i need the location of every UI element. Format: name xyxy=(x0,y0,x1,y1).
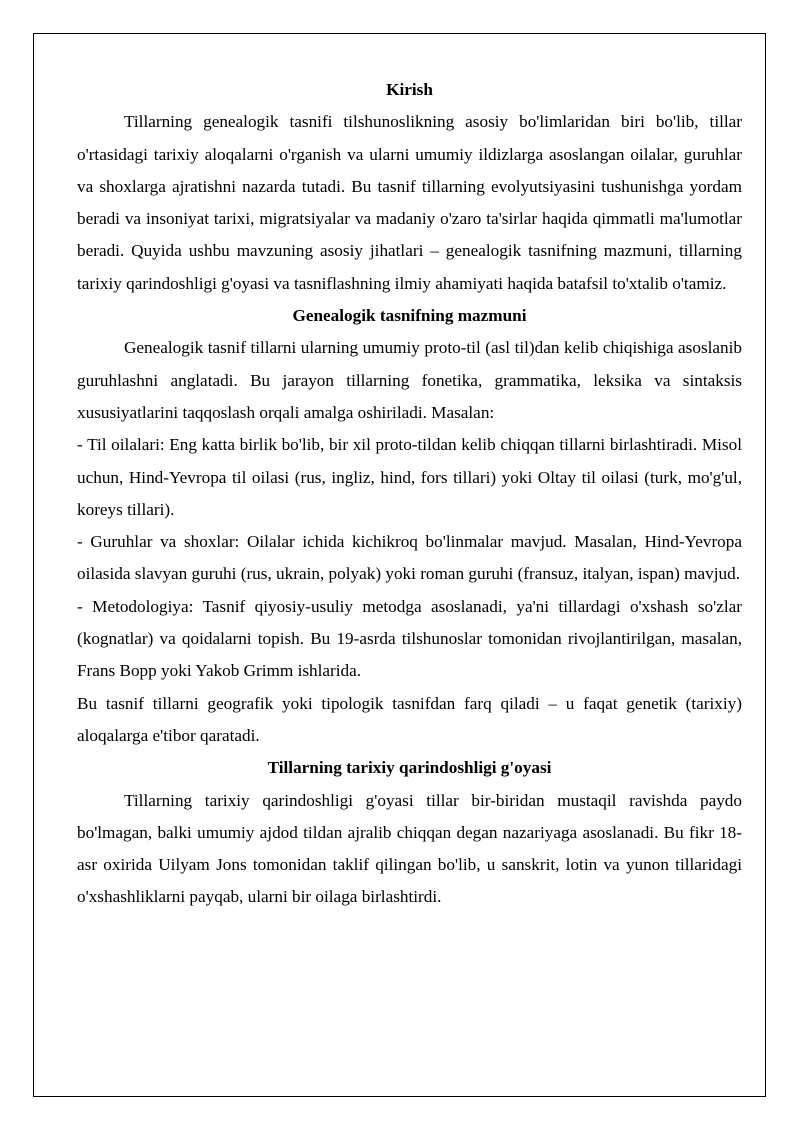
section-heading-genealogik-tasnif: Genealogik tasnifning mazmuni xyxy=(292,306,527,326)
document-body xyxy=(77,74,742,914)
intro-paragraph: Tillarning genealogik tasnifi tilshunoslikning asosiy bo'limlaridan biri bo'lib, tillar o'rtasidagi tarixiy aloqalarni o'rganish va ularni umumiy ildizlarga asoslangan oilalar, guruhlar va shoxlarga ajratishni nazarda tutadi. Bu tasnif tillarning evolyutsiyasini tushunishga yordam beradi va insoniyat tarixi, migratsiyalar va madaniy o'zaro ta'sirlar haqida qimmatli ma'lumotlar beradi. Quyida ushbu mavzuning asosiy jihatlari – genealogik tasnifning mazmuni, tillarning tarixiy qarindoshligi g'oyasi va tasniflashning ilmiy ahamiyati haqida batafsil to'xtalib o'tamiz. xyxy=(77,112,742,293)
list-item-guruhlar: - Guruhlar va shoxlar: Oilalar ichida kichikroq bo'linmalar mavjud. Masalan, Hind-Yevropa oilasida slavyan guruhi (rus, ukrain, polyak) yoki roman guruhi (fransuz, italyan, ispan) mavjud. xyxy=(77,532,742,584)
section-heading-qarindoshlik: Tillarning tarixiy qarindoshligi g'oyasi xyxy=(267,758,552,778)
section-heading-kirish: Kirish xyxy=(386,80,433,99)
list-item-metodologiya: - Metodologiya: Tasnif qiyosiy-usuliy metodga asoslanadi, ya'ni tillardagi o'xshash so'zlar (kognatlar) va qoidalarni topish. Bu 19-asrda tilshunoslar tomonidan rivojlantirilgan, masalan, Frans Bopp yoki Yakob Grimm ishlarida. xyxy=(77,596,742,681)
genealogik-paragraph: Genealogik tasnif tillarni ularning umumiy proto-til (asl til)dan kelib chiqishiga asoslanib guruhlashni anglatadi. Bu jarayon tillarning fonetika, grammatika, leksika va sintaksis xususiyatlarini taqqoslash orqali amalga oshiriladi. Masalan: xyxy=(77,338,742,422)
genealogik-conclusion-paragraph: Bu tasnif tillarni geografik yoki tipologik tasnifdan farq qiladi – u faqat genetik (tarixiy) aloqalarga e'tibor qaratadi. xyxy=(77,693,742,745)
list-item-til-oilalari: - Til oilalari: Eng katta birlik bo'lib, bir xil proto-tildan kelib chiqqan tillarni birlashtiradi. Misol uchun, Hind-Yevropa til oilasi (rus, ingliz, hind, fors tillari) yoki Oltay til oilasi (turk, mo'g'ul, koreys tillari). xyxy=(77,435,742,519)
qarindoshlik-paragraph: Tillarning tarixiy qarindoshligi g'oyasi tillar bir-biridan mustaqil ravishda paydo bo'lmagan, balki umumiy ajdod tildan ajralib chiqqan degan nazariyaga asoslanadi. Bu fikr 18-asr oxirida Uilyam Jons tomonidan taklif qilingan bo'lib, u sanskrit, lotin va yunon tillaridagi o'xshashliklarni payqab, ularni bir oilaga birlashtirdi. xyxy=(77,790,742,907)
